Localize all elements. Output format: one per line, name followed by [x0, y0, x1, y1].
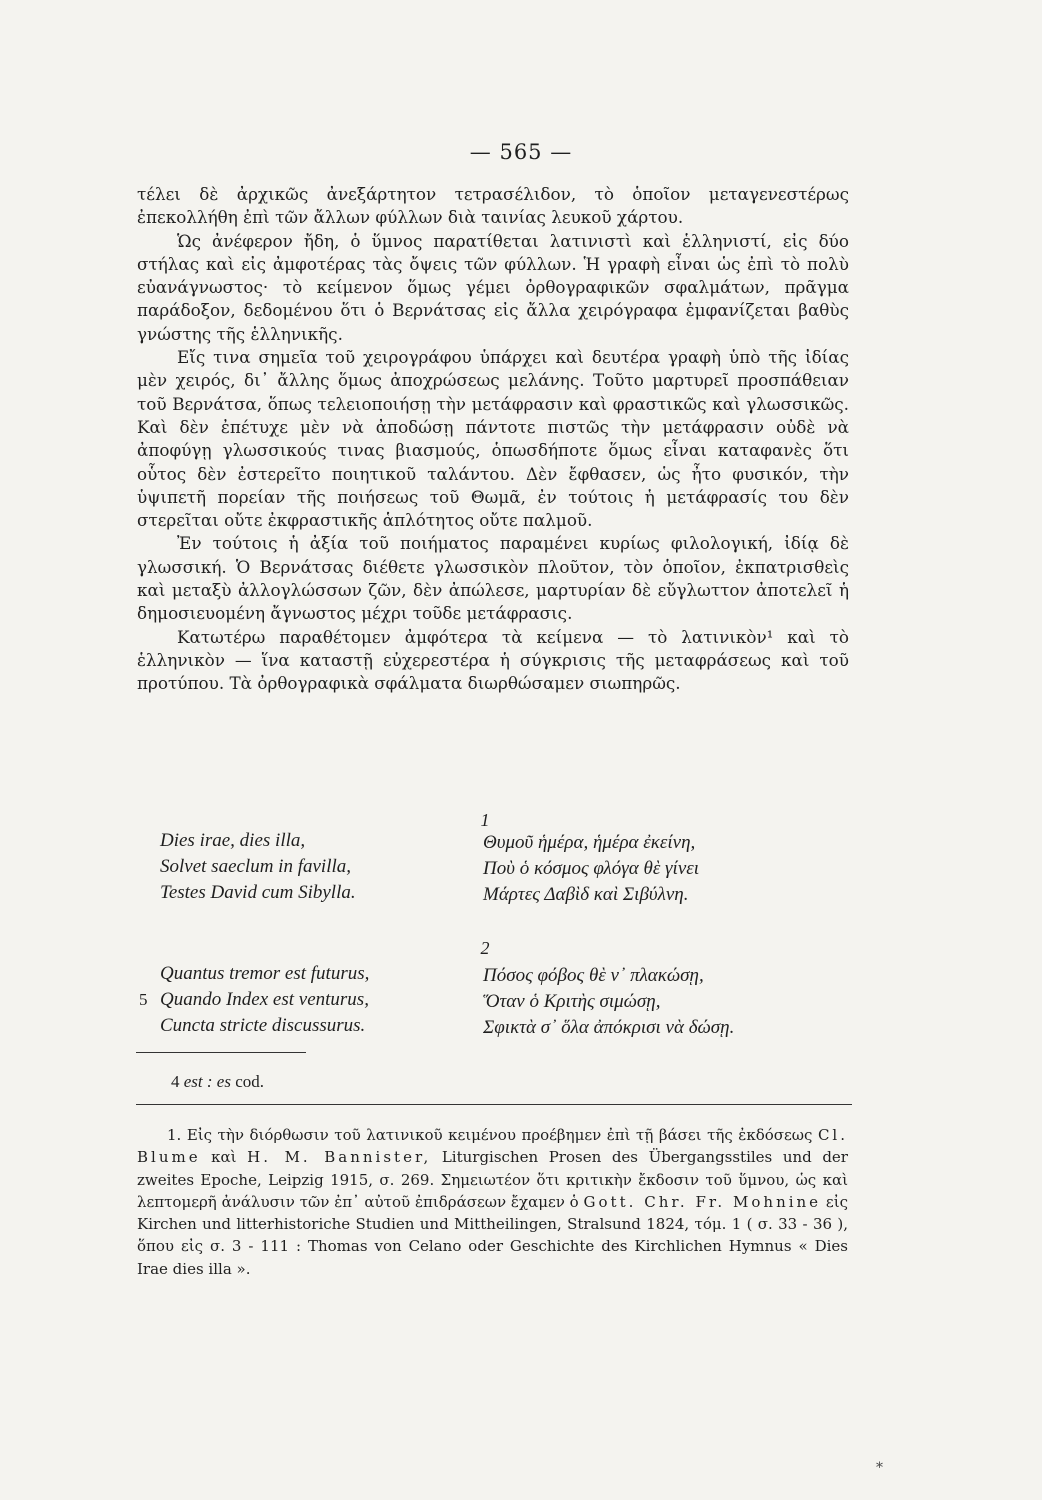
latin-line: Solvet saeclum in favilla,	[160, 856, 352, 877]
greek-line: Ποὺ ὁ κόσμος φλόγα θὲ γίνει	[483, 858, 700, 879]
latin-line: Testes David cum Sibylla.	[160, 882, 356, 903]
footnote-author: H. M. Bannister,	[247, 1148, 432, 1167]
stanza-number: 2	[480, 938, 490, 958]
greek-column	[483, 830, 699, 908]
stanza-number: 1	[480, 810, 490, 830]
line-number: 5	[139, 990, 148, 1009]
crit-source: cod.	[235, 1072, 265, 1091]
paragraph: Εἴς τινα σημεῖα τοῦ χειρογράφου ὑπάρχει καὶ δευτέρα γραφὴ ὑπὸ τῆς ἰδίας μὲν χειρός, δι᾽ ἄλλης ὅμως ἀποχρώσεως μελάνης. Τοῦτο μαρτυρεῖ προσπάθειαν τοῦ Βερνάτσα, ὅπως τελειοποιήσῃ τὴν μετάφρασιν καὶ φραστικῶς καὶ γλωσσικῶς. Καὶ δὲν ἐπέτυχε μὲν νὰ ἀποδώσῃ πάντοτε πιστῶς τὴν μετάφρασιν οὐδὲ νὰ ἀποφύγῃ γλωσσικούς τινας βιασμούς, ὁπωσδήποτε ὅμως εἶναι καταφανὲς ὅτι οὗτος δὲν ἐστερεῖτο ποιητικοῦ ταλάντου. Δὲν ἔφθασεν, ὡς ἦτο φυσικόν, τὴν ὑψιπετῆ πορείαν τῆς ποιήσεως τοῦ Θωμᾶ, ἐν τούτοις ἡ μετάφρασίς του δὲν στερεῖται οὔτε ἐκφραστικῆς ἁπλότητος οὔτε παλμοῦ.	[137, 347, 849, 531]
page-number: — 565 —	[469, 140, 573, 164]
footnote-text: 1. Εἰς τὴν διόρθωσιν τοῦ λατινικοῦ κειμένου προέβημεν ἐπὶ τῇ βάσει τῆς ἐκδόσεως	[167, 1126, 813, 1144]
latin-line: Quando Index est venturus,	[160, 989, 369, 1010]
footnote-divider	[136, 1104, 852, 1105]
footnote-author: Cl. Blume	[137, 1126, 848, 1167]
greek-column	[483, 963, 734, 1041]
paragraph: Ὡς ἀνέφερον ἤδη, ὁ ὕμνος παρατίθεται λατινιστὶ καὶ ἑλληνιστί, εἰς δύο στήλας καὶ εἰς ἀμφοτέρας τὰς ὄψεις τῶν φύλλων. Ἡ γραφὴ εἶναι ὡς ἐπὶ τὸ πολὺ εὐανάγνωστος· τὸ κείμενον ὅμως γέμει ὀρθογραφικῶν σφαλμάτων, πρᾶγμα παράδοξον, δεδομένου ὅτι ὁ Βερνάτσας εἰς ἄλλα χειρόγραφα ἐμφανίζεται βαθὺς γνώστης τῆς ἑλληνικῆς.	[137, 230, 849, 344]
paragraph: Κατωτέρω παραθέτομεν ἀμφότερα τὰ κείμενα — τὸ λατινικὸν¹ καὶ τὸ ἑλληνικὸν — ἵνα καταστῇ εὐχερεστέρα ἡ σύγκρισις τῆς μεταφράσεως καὶ τοῦ προτύπου. Τὰ ὀρθογραφικὰ σφάλματα διωρθώσαμεν σιωπηρῶς.	[137, 626, 849, 694]
ink-speck: *	[876, 1460, 883, 1476]
greek-line: Θυμοῦ ἡμέρα, ἡμέρα ἐκείνη,	[483, 832, 696, 853]
footnote-text: Liturgischen Prosen des Übergangsstiles und der zweites Epoche, Leipzig 1915, σ. 269. Σημειωτέον ὅτι κριτικὴν ἔκδοσιν τοῦ ὕμνου, ὡς καὶ λεπτομερῆ ἀνάλυσιν τῶν ἐπ᾽ αὐτοῦ ἐπιδράσεων ἔχαμεν ὁ	[137, 1148, 848, 1211]
crit-lemma: est : es	[183, 1072, 231, 1091]
apparatus-divider	[136, 1052, 306, 1053]
footnote-text: καὶ	[211, 1148, 237, 1167]
footnote	[137, 1124, 848, 1280]
greek-line: Σφικτὰ σ᾽ ὅλα ἀπόκρισι νὰ δώσῃ.	[483, 1017, 735, 1038]
greek-line: Πόσος φόβος θὲ ν᾽ πλακώσῃ,	[483, 965, 704, 986]
footnote-text: εἰς Kirchen und litterhistoriche Studien und Mittheilingen, Stralsund 1824, τόμ. 1 ( σ. 33 - 36 ), ὅπου εἰς σ. 3 - 111 : Thomas von Celano oder Geschichte des Kirchlichen Hymnus « Dies Irae dies illa ».	[137, 1192, 848, 1278]
latin-line: Cuncta stricte discussurus.	[160, 1015, 366, 1036]
main-text	[137, 183, 849, 696]
critical-apparatus	[171, 1072, 264, 1092]
paragraph: τέλει δὲ ἀρχικῶς ἀνεξάρτητον τετρασέλιδον, τὸ ὁποῖον μεταγενεστέρως ἐπεκολλήθη ἐπὶ τῶν ἄλλων φύλλων διὰ ταινίας λευκοῦ χάρτου.	[137, 184, 849, 228]
latin-column	[160, 961, 369, 1039]
paragraph: Ἐν τούτοις ἡ ἀξία τοῦ ποιήματος παραμένει κυρίως φιλολογική, ἰδίᾳ δὲ γλωσσική. Ὁ Βερνάτσας διέθετε γλωσσικὸν πλοῦτον, τὸν ὁποῖον, ἐκπατρισθεὶς καὶ μεταξὺ ἀλλογλώσσων ζῶν, δὲν ἀπώλεσε, μαρτυρίαν δὲ εὔγλωττον ἀποτελεῖ ἡ δημοσιευομένη ἄγνωστος μέχρι τοῦδε μετάφρασις.	[137, 533, 849, 624]
crit-line: 4	[171, 1072, 180, 1091]
greek-line: Ὅταν ὁ Κριτὴς σιμώσῃ,	[483, 991, 661, 1012]
greek-line: Μάρτες Δαβὶδ καὶ Σιβύλνη.	[483, 884, 689, 905]
latin-line: Dies irae, dies illa,	[160, 830, 306, 851]
latin-line: Quantus tremor est futurus,	[160, 963, 370, 984]
footnote-author: Gott. Chr. Fr. Mohnine	[583, 1192, 822, 1211]
latin-column	[160, 828, 356, 906]
